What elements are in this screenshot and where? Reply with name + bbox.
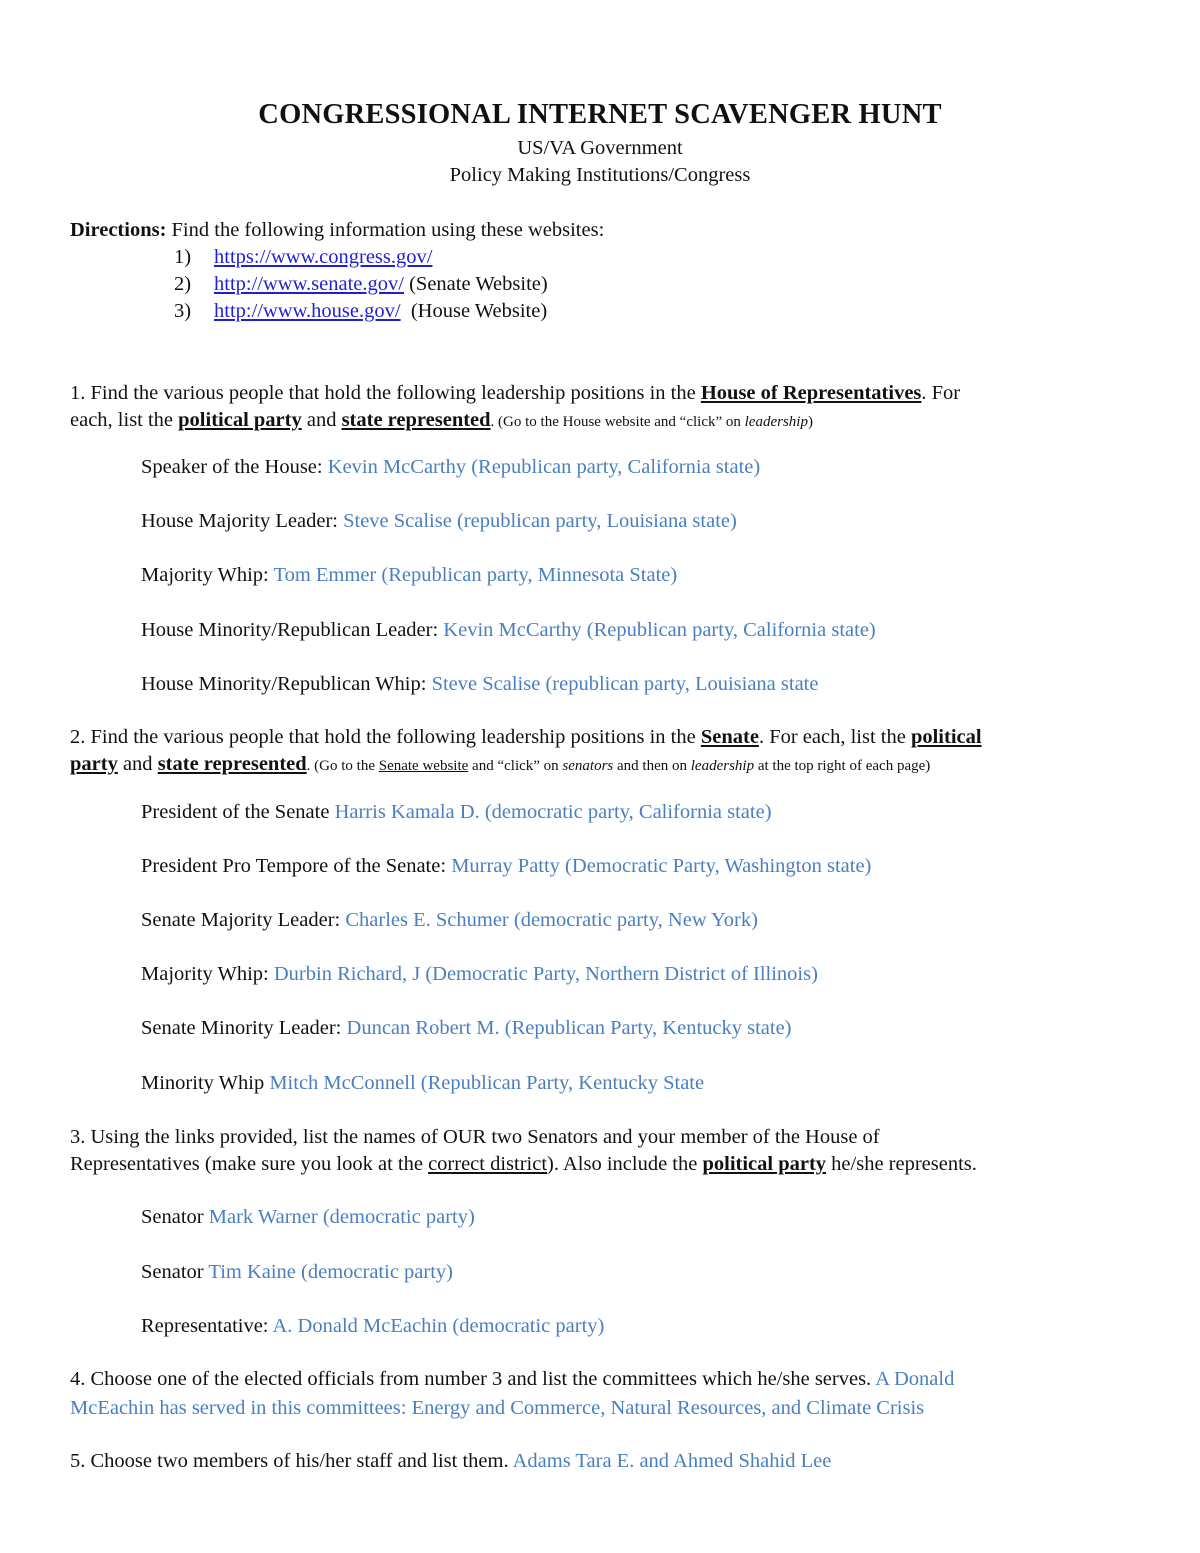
- q1-item-minority-leader: [141, 617, 876, 644]
- q1-note: ): [807, 414, 813, 430]
- q1-note-italic: leadership: [744, 414, 808, 430]
- q1-note: . (Go to the House website and “click” on: [490, 414, 745, 430]
- directions-label: Directions:: [70, 219, 167, 241]
- q2-item-minority-whip: [141, 1070, 704, 1097]
- q5-answer: Adams Tara E. and Ahmed Shahid Lee: [512, 1450, 832, 1472]
- link-number: 1): [174, 246, 192, 268]
- q4-text: 4. Choose one of the elected officials from number 3 and list the committees which he/she serves.: [70, 1368, 876, 1390]
- q2-item-pro-tempore: [141, 853, 871, 880]
- q2-note: . (Go to the: [306, 758, 379, 774]
- q4-answer: A Donald: [875, 1368, 955, 1390]
- q3-text: Representatives (make sure you look at the: [70, 1153, 429, 1175]
- q2-item-majority-whip: [141, 961, 818, 988]
- item-answer: Murray Patty (Democratic Party, Washington state): [451, 855, 872, 877]
- q5-prompt: [70, 1448, 831, 1475]
- item-answer: Steve Scalise (republican party, Louisiana state): [343, 510, 737, 532]
- item-label: Majority Whip:: [141, 564, 274, 586]
- q2-party-term: party: [70, 753, 118, 775]
- link-note: (House Website): [400, 300, 548, 322]
- q3-text: ). Also include the: [547, 1153, 703, 1175]
- directions: [70, 217, 604, 244]
- q1-item-majority-leader: [141, 508, 737, 535]
- link-number: 2): [174, 273, 192, 295]
- q5-text: 5. Choose two members of his/her staff and list them.: [70, 1450, 513, 1472]
- item-label: Senate Majority Leader:: [141, 909, 346, 931]
- q3-item-senator-1: [141, 1204, 475, 1231]
- q1-party-term: political party: [178, 409, 302, 431]
- q2-text: . For each, list the: [758, 726, 911, 748]
- q1-item-majority-whip: [141, 562, 677, 589]
- q2-prompt-line1: [70, 724, 982, 751]
- q1-text: each, list the: [70, 409, 179, 431]
- house-link[interactable]: http://www.house.gov/: [214, 300, 401, 322]
- directions-text: Find the following information using these websites:: [171, 219, 605, 241]
- q2-note-senate-website: Senate website: [378, 758, 469, 774]
- q1-item-speaker: [141, 454, 760, 481]
- item-answer: Duncan Robert M. (Republican Party, Kentucky state): [346, 1017, 792, 1039]
- q2-text: and: [117, 753, 158, 775]
- q1-state-term: state represented: [341, 409, 491, 431]
- q2-note: at the top right of each page): [754, 758, 931, 774]
- q2-item-majority-leader: [141, 907, 758, 934]
- q2-party-term: political: [910, 726, 982, 748]
- link-note: (Senate Website): [403, 273, 548, 295]
- link-number: 3): [174, 300, 192, 322]
- q2-text: 2. Find the various people that hold the following leadership positions in the: [70, 726, 701, 748]
- q3-district-term: correct district: [428, 1153, 548, 1175]
- q3-item-representative: [141, 1313, 604, 1340]
- item-label: President Pro Tempore of the Senate:: [141, 855, 452, 877]
- q1-text: 1. Find the various people that hold the following leadership positions in the: [70, 382, 701, 404]
- q4-prompt-line1: [70, 1366, 954, 1393]
- item-label: Senator: [141, 1261, 209, 1283]
- q1-text: and: [301, 409, 342, 431]
- q2-prompt-line2: [70, 751, 930, 780]
- senate-link[interactable]: http://www.senate.gov/: [214, 273, 404, 295]
- q3-item-senator-2: [141, 1259, 453, 1286]
- item-label: President of the Senate: [141, 801, 335, 823]
- q1-item-minority-whip: [141, 671, 818, 698]
- item-answer: A. Donald McEachin (democratic party): [272, 1315, 605, 1337]
- item-answer: Durbin Richard, J (Democratic Party, Northern District of Illinois): [273, 963, 818, 985]
- item-answer: Tom Emmer (Republican party, Minnesota State): [273, 564, 678, 586]
- q2-item-president: [141, 799, 772, 826]
- item-label: Speaker of the House:: [141, 456, 328, 478]
- item-answer: Mitch McConnell (Republican Party, Kentucky State: [269, 1072, 705, 1094]
- item-answer: Charles E. Schumer (democratic party, New York): [345, 909, 758, 931]
- q2-note-italic: leadership: [690, 758, 755, 774]
- q3-text: he/she represents.: [826, 1153, 977, 1175]
- page-title: CONGRESSIONAL INTERNET SCAVENGER HUNT: [258, 99, 942, 130]
- q2-senate-term: Senate: [700, 726, 759, 748]
- subtitle-unit: Policy Making Institutions/Congress: [449, 164, 751, 186]
- subtitle-course: US/VA Government: [517, 137, 683, 159]
- item-label: Representative:: [141, 1315, 273, 1337]
- q2-note: and “click” on: [468, 758, 563, 774]
- item-answer: Kevin McCarthy (Republican party, California state): [443, 619, 876, 641]
- congress-link[interactable]: https://www.congress.gov/: [214, 246, 433, 268]
- item-label: Minority Whip: [141, 1072, 270, 1094]
- item-answer: Mark Warner (democratic party): [208, 1206, 475, 1228]
- q2-note-italic: senators: [562, 758, 614, 774]
- q3-prompt-line2: [70, 1151, 977, 1178]
- q1-prompt-line1: [70, 380, 960, 407]
- item-label: Majority Whip:: [141, 963, 274, 985]
- item-label: Senator: [141, 1206, 209, 1228]
- directions-link-3: [174, 298, 547, 325]
- q3-party-term: political party: [702, 1153, 827, 1175]
- item-label: House Minority/Republican Leader:: [141, 619, 444, 641]
- q4-answer-line2: McEachin has served in this committees: Energy and Commerce, Natural Resources, and Climate Crisis: [70, 1397, 925, 1419]
- item-label: House Minority/Republican Whip:: [141, 673, 432, 695]
- q1-text: . For: [921, 382, 961, 404]
- item-answer: Harris Kamala D. (democratic party, California state): [334, 801, 772, 823]
- item-answer: Tim Kaine (democratic party): [208, 1261, 453, 1283]
- item-answer: Kevin McCarthy (Republican party, California state): [327, 456, 761, 478]
- q2-item-minority-leader: [141, 1015, 792, 1042]
- q2-state-term: state represented: [157, 753, 307, 775]
- directions-link-2: [174, 271, 548, 298]
- item-label: Senate Minority Leader:: [141, 1017, 347, 1039]
- item-answer: Steve Scalise (republican party, Louisiana state: [431, 673, 819, 695]
- q2-note: and then on: [613, 758, 691, 774]
- q1-house-term: House of Representatives: [700, 382, 922, 404]
- item-label: House Majority Leader:: [141, 510, 344, 532]
- q1-prompt-line2: [70, 407, 813, 436]
- q3-prompt-line1: 3. Using the links provided, list the names of OUR two Senators and your member of the House of: [70, 1126, 880, 1148]
- directions-link-1: [174, 244, 432, 271]
